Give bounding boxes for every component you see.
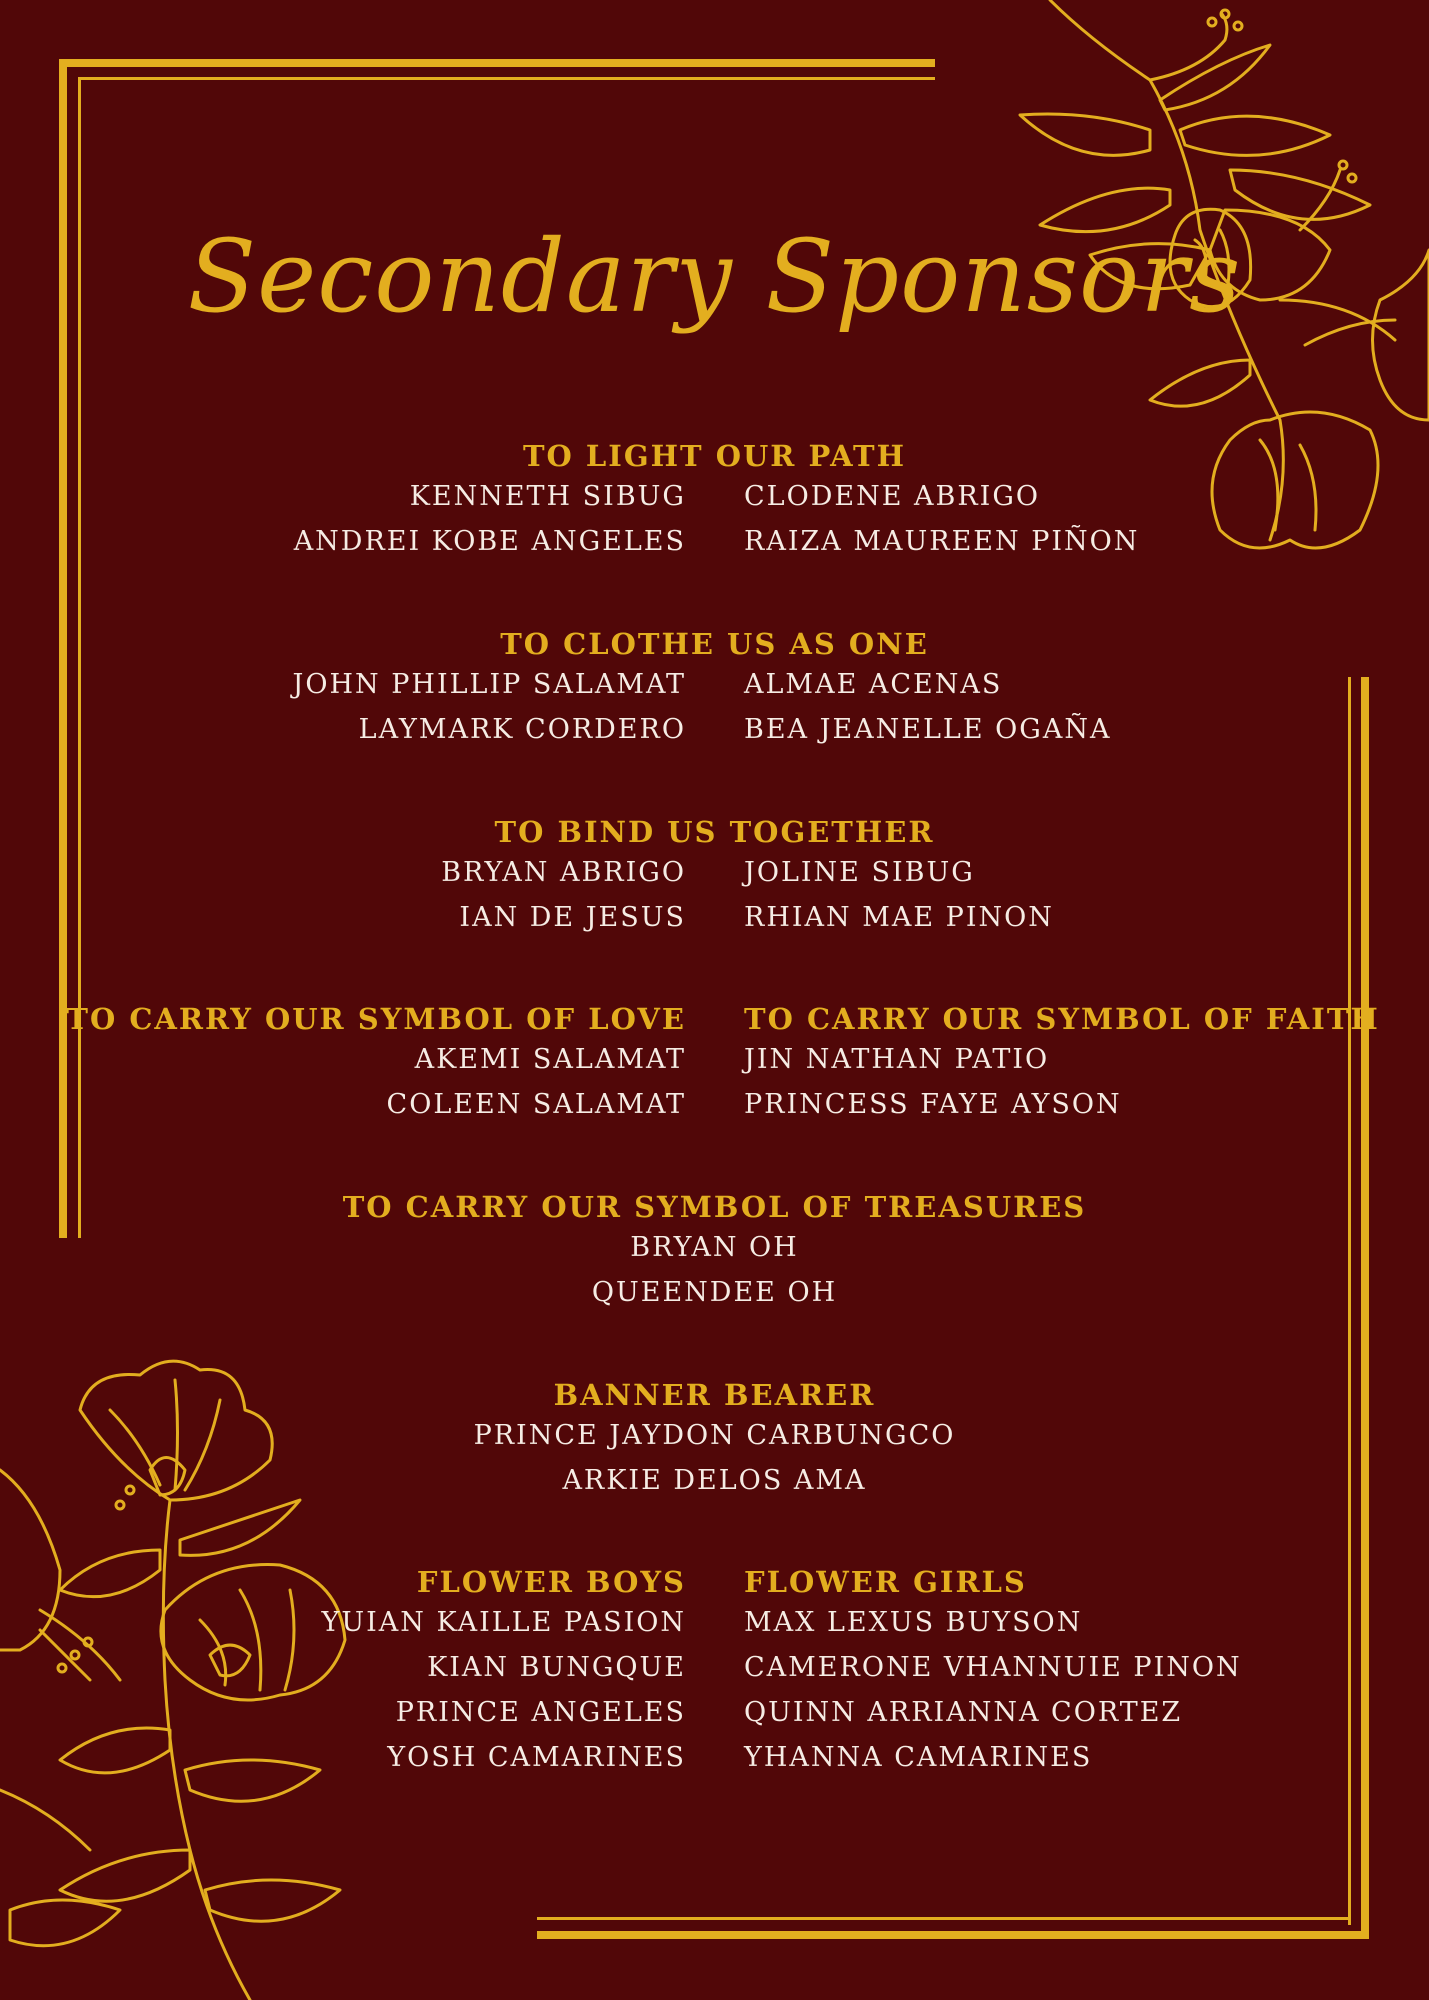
sponsor-name: JOHN PHILLIP SALAMAT xyxy=(292,669,686,700)
sponsor-name: BRYAN OH xyxy=(630,1232,799,1263)
sponsor-name: ARKIE DELOS AMA xyxy=(562,1465,867,1496)
sponsor-column-right xyxy=(744,1037,1122,1127)
sponsor-name: ANDREI KOBE ANGELES xyxy=(293,526,686,557)
sponsor-column-center xyxy=(0,1225,1429,1315)
frame-bottom-outer xyxy=(537,1931,1369,1939)
sponsor-name: JIN NATHAN PATIO xyxy=(744,1044,1050,1075)
sponsor-name: RAIZA MAUREEN PIÑON xyxy=(744,526,1140,557)
section-clothe-us-as-one xyxy=(0,626,1429,756)
section-heading: TO BIND US TOGETHER xyxy=(494,815,935,849)
sponsor-name: AKEMI SALAMAT xyxy=(414,1044,686,1075)
sponsor-name: RHIAN MAE PINON xyxy=(744,902,1054,933)
sponsor-column-right xyxy=(744,1600,1242,1780)
section-heading-flower-girls: FLOWER GIRLS xyxy=(744,1565,1027,1599)
sponsor-name: CAMERONE VHANNUIE PINON xyxy=(744,1652,1242,1683)
section-heading: BANNER BEARER xyxy=(553,1378,876,1412)
section-heading-flower-boys: FLOWER BOYS xyxy=(416,1565,686,1599)
section-heading: TO LIGHT OUR PATH xyxy=(522,439,907,473)
sponsor-name: PRINCE ANGELES xyxy=(395,1697,686,1728)
sponsor-name: LAYMARK CORDERO xyxy=(358,714,686,745)
sponsor-column-left xyxy=(387,1037,686,1127)
sponsor-name: YHANNA CAMARINES xyxy=(744,1742,1093,1773)
sponsor-name: KIAN BUNGQUE xyxy=(427,1652,686,1683)
section-symbols-love-faith xyxy=(0,1001,1429,1131)
sponsor-name: PRINCE JAYDON CARBUNGCO xyxy=(473,1420,956,1451)
sponsor-column-left xyxy=(322,1600,686,1780)
section-heading-love: TO CARRY OUR SYMBOL OF LOVE xyxy=(66,1002,686,1036)
sponsor-column-right xyxy=(744,662,1111,752)
sponsor-name: YUIAN KAILLE PASION xyxy=(321,1607,686,1638)
section-heading: TO CLOTHE US AS ONE xyxy=(500,627,929,661)
sponsor-column-center xyxy=(0,1413,1429,1503)
sponsor-name: QUEENDEE OH xyxy=(591,1277,838,1308)
section-heading: TO CARRY OUR SYMBOL OF TREASURES xyxy=(342,1190,1087,1224)
sponsor-name: BEA JEANELLE OGAÑA xyxy=(744,714,1112,745)
page-title: Secondary Sponsors xyxy=(187,218,1242,335)
sponsor-name: MAX LEXUS BUYSON xyxy=(744,1607,1083,1638)
section-heading-faith: TO CARRY OUR SYMBOL OF FAITH xyxy=(744,1002,1380,1036)
section-symbol-of-treasures xyxy=(0,1189,1429,1319)
sponsor-name: QUINN ARRIANNA CORTEZ xyxy=(744,1697,1183,1728)
sponsor-column-left xyxy=(293,662,686,752)
sponsor-name: ALMAE ACENAS xyxy=(744,669,1003,700)
sponsor-name: BRYAN ABRIGO xyxy=(441,857,686,888)
sponsor-name: PRINCESS FAYE AYSON xyxy=(744,1089,1122,1120)
sponsor-name: COLEEN SALAMAT xyxy=(386,1089,686,1120)
section-bind-us-together xyxy=(0,814,1429,944)
sponsor-name: YOSH CAMARINES xyxy=(387,1742,686,1773)
sponsor-name: CLODENE ABRIGO xyxy=(744,481,1041,512)
sponsor-column-left xyxy=(294,474,686,564)
sponsor-name: KENNETH SIBUG xyxy=(409,481,686,512)
section-banner-bearer xyxy=(0,1377,1429,1507)
frame-bottom-inner xyxy=(537,1917,1351,1920)
frame-top-inner xyxy=(78,77,935,80)
sponsor-column-right xyxy=(744,474,1139,564)
section-flower-boys-girls xyxy=(0,1564,1429,1784)
frame-top-outer xyxy=(59,59,935,67)
sponsor-column-left xyxy=(441,850,686,940)
sponsor-column-right xyxy=(744,850,1054,940)
section-light-our-path xyxy=(0,438,1429,568)
sponsor-name: JOLINE SIBUG xyxy=(744,857,975,888)
sponsor-name: IAN DE JESUS xyxy=(459,902,686,933)
